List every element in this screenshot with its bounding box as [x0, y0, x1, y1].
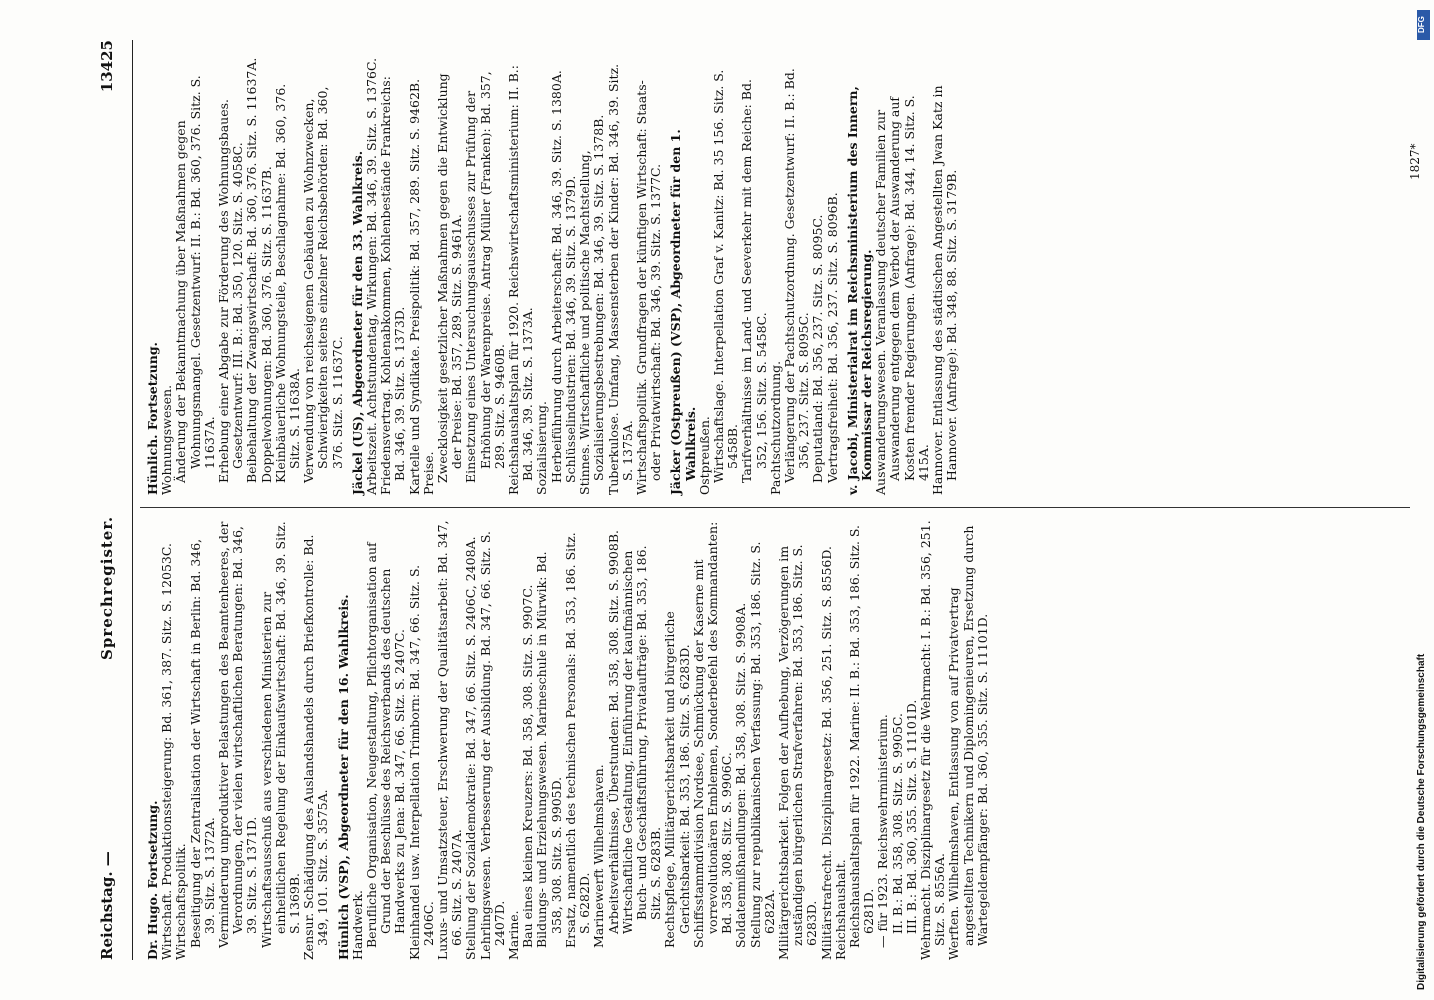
- speaker-entry: Hünlich. Fortsetzung.: [145, 342, 160, 495]
- index-entry: Wirtschaftsausschuß aus verschiedenen Ministerien zur einheitlichen Regelung der Einkaufswirtschaft: Bd. 346, 39. Sitz. S. 1369B.: [258, 521, 303, 948]
- index-entry: Ersatz, namentlich des technischen Personals: Bd. 353, 186. Sitz. S. 6282D.: [562, 532, 593, 948]
- index-entry: Wirtschaftliche Gestaltung, Einführung der kaufmännischen Buch- und Geschäftsführung, Privataufträge: Bd. 353, 186. Sitz. S. 6283B.: [619, 545, 664, 934]
- index-entry: Schlüsselindustrien: Bd. 346, 39. Sitz. S. 1379D.: [562, 175, 578, 483]
- index-entry: Doppelwohnungen: Bd. 360, 376. Sitz. S. 11637B.: [258, 166, 274, 483]
- index-entry: Deputatland: Bd. 356, 237. Sitz. S. 8095C.: [810, 214, 826, 483]
- column-divider: [140, 507, 1410, 508]
- index-entry: Beseitigung der Zentralisation der Wirtschaft in Berlin: Bd. 346, 39. Sitz. S. 1372A.: [187, 538, 217, 948]
- index-entry: III. B.: Bd. 360, 355. Sitz. S. 11101D.: [903, 699, 919, 934]
- index-entry: Handwerk.: [349, 889, 365, 960]
- speaker-entry: v. Jacobi, Ministerialrat im Reichsministerium des Innern, Kommissar der Reichsregierung.: [844, 86, 874, 495]
- index-entry: II. B.: Bd. 358, 308. Sitz. S. 9905C.: [889, 713, 905, 934]
- dfg-logo-icon: DFG: [1417, 10, 1430, 40]
- index-entry: Soldatenmißhandlungen: Bd. 358, 308. Sitz. S. 9908A.: [733, 602, 749, 948]
- header-left: Reichstag. —: [98, 851, 116, 960]
- index-entry: Marinewerft Wilhelmshaven.: [591, 764, 607, 948]
- index-entry: Sozialisierung.: [534, 401, 550, 495]
- index-entry: Änderung der Bekanntmachung über Maßnahmen gegen Wohnungsmangel. Gesetzentwurf: II. B.: Bd. 360, 376. Sitz. S. 11637A.: [173, 75, 217, 483]
- index-entry: Militärstrafrecht. Disziplinargesetz: Bd. 356, 251. Sitz. S. 8556D.: [818, 546, 834, 960]
- index-entry: Tuberkulose. Umfang, Massensterben der Kinder: Bd. 346, 39. Sitz. S. 1375A.: [605, 63, 635, 495]
- index-entry: Berufliche Organisation, Neugestaltung, Pflichtorganisation auf Grund der Beschlüsse des Reichsverbands des deutschen Handwerks zu Jena: Bd. 347, 66. Sitz. S. 2407C.: [364, 542, 408, 948]
- index-entry: Arbeitszeit. Achtstundentag, Wirkungen: Bd. 346, 39. Sitz. S. 1376C.: [364, 57, 380, 495]
- sidebar-credit: [1414, 10, 1432, 990]
- index-entry: Stellung zur republikanischen Verfassung: Bd. 353, 186. Sitz. S. 6282A.: [747, 541, 777, 948]
- index-entry: Bau eines kleinen Kreuzers: Bd. 358, 308. Sitz. S. 9907C.: [520, 584, 536, 948]
- index-entry: Stinnes. Wirtschaftliche und politische Machtstellung, Sozialisierungsbestrebungen: Bd. 346, 39. Sitz. S. 1378B.: [577, 114, 607, 495]
- index-entry: Lehrlingswesen. Verbesserung der Ausbildung. Bd. 347, 66. Sitz. S. 2407D.: [477, 531, 507, 960]
- index-entry: Auswanderungswesen. Veranlassung deutscher Familien zur Auswanderung entgegen dem Verbot der Auswanderung auf Kosten fremder Regierungen. (Anfrage): Bd. 344, 14. Sitz. S. 415A.: [873, 95, 931, 495]
- index-entry: — für 1923. Reichswehrministerium.: [875, 714, 891, 948]
- index-entry: Beibehaltung der Zwangswirtschaft: Bd. 360, 376. Sitz. S. 11637A.: [244, 57, 260, 483]
- index-entry: Verwendung von reichseigenen Gebäuden zu Wohnzwecken, Schwierigkeiten seitens einzelner Reichsbehörden: Bd. 360, 376. Sitz. S. 11637C.: [301, 86, 345, 483]
- index-entry: Pachtschutzordnung.: [767, 360, 783, 495]
- speaker-entry: Jäcker (Ostpreußen) (VSP), Abgeordneter für den 1. Wahlkreis.: [668, 129, 698, 495]
- index-entry: Wirtschaft. Produktionssteigerung: Bd. 361, 387. Sitz. S. 12053C.: [159, 543, 175, 960]
- index-entry: Wirtschaftspolitik.: [173, 843, 189, 960]
- index-entry: Reichshaushaltsplan für 1920. Reichswirtschaftsministerium: II. B.: Bd. 346, 39. Sitz. S. 1373A.: [506, 65, 536, 495]
- index-entry: Schiffsstammdivision Nordsee, Schmückung der Kaserne mit vorrevolutionären Emblemen, Sonderbefehl des Kommandanten: Bd. 358, 308. Sitz. S. 9906C.: [690, 521, 735, 948]
- speaker-entry: Jäckel (US), Abgeordneter für den 33. Wahlkreis.: [349, 150, 365, 495]
- index-entry: Wirtschaftslage. Interpellation Graf v. Kanitz: Bd. 35 156. Sitz. S. 5458B.: [710, 69, 741, 483]
- index-entry: Militärgerichtsbarkeit. Folgen der Aufhebung, Verzögerungen im zuständigen bürgerlichen Strafverfahren: Bd. 353, 186. Sitz. S. 6283D.: [775, 544, 820, 960]
- speaker-entry: Hünlich (VSP), Abgeordneter für den 16. Wahlkreis.: [335, 594, 351, 960]
- index-entry: Ostpreußen.: [696, 416, 712, 495]
- index-entry: Kartelle und Syndikate. Preispolitik: Bd. 357, 289. Sitz. S. 9462B.: [406, 78, 422, 495]
- index-entry: Stellung der Sozialdemokratie: Bd. 347, 66. Sitz. S. 2406C, 2408A.: [463, 536, 479, 960]
- index-entry: Werften. Wilhelmshaven, Entlassung von auf Privatvertrag angestellten Technikern und Diplomingenieuren, Ersetzung durch Wartegeldempfänger: Bd. 360, 355. Sitz. S. 11101D.: [946, 525, 990, 960]
- page-number: 13425: [98, 40, 116, 93]
- index-entry: Vertragsfreiheit: Bd. 356, 237. Sitz. S. 8096B.: [824, 192, 840, 483]
- index-entry: Zensur. Schädigung des Auslandshandels durch Briefkontrolle: Bd. 349, 101. Sitz. S. 3575A.: [301, 534, 331, 960]
- index-entry: Einsetzung eines Untersuchungsausschusses zur Prüfung der Erhöhung der Warenpreise. Antrag Müller (Franken): Bd. 357, 289. Sitz. S. 9460B.: [463, 71, 507, 483]
- rotated-content: [90, 40, 1420, 960]
- index-entry: Luxus- und Umsatzsteuer, Erschwerung der Qualitätsarbeit: Bd. 347, 66. Sitz. S. 2407A.: [435, 520, 465, 960]
- header-rule: [132, 40, 133, 960]
- index-entry: Reichshaushalt.: [832, 859, 848, 960]
- index-entry: Wehrmacht. Disziplinargesetz für die Wehrmacht: I. B.: Bd. 356, 251. Sitz. S. 8556A.: [917, 520, 948, 960]
- index-entry: Preise.: [420, 451, 436, 495]
- index-entry: Verminderung unproduktiver Belastungen des Beamtenheeres, der Verordnungen, der vielen wirtschaftlichen Beratungen: Bd. 346, 39. Sitz. S. 1371D.: [216, 521, 260, 948]
- index-entry: Kleinhandel usw. Interpellation Trimborn: Bd. 347, 66. Sitz. S. 2406C.: [406, 564, 436, 960]
- index-entry: Rechtspflege, Militärgerichtsbarkeit und bürgerliche Gerichtsbarkeit: Bd. 353, 186. Sitz. S. 6283D.: [662, 611, 692, 948]
- index-entry: Wohnungswesen.: [159, 384, 175, 495]
- index-entry: Reichshaushaltsplan für 1922. Marine: II. B.: Bd. 353, 186. Sitz. S. 6281D.: [846, 524, 877, 948]
- index-entry: Tarifverhältnisse im Land- und Seeverkehr mit dem Reiche: Bd. 352, 156. Sitz. S. 5458C.: [739, 79, 769, 483]
- speaker-entry: Dr. Hugo. Fortsetzung.: [145, 800, 160, 960]
- left-column: [140, 520, 990, 960]
- credit-text: Digitalisierung gefördert durch die Deutsche Forschungsgemeinschaft: [1416, 653, 1427, 990]
- footer-mark: 1827*: [1408, 143, 1422, 180]
- index-entry: Verlängerung der Pachtschutzordnung. Gesetzentwurf: II. B.: Bd. 356, 237. Sitz. S. 8095C.: [781, 68, 812, 483]
- index-entry: Bildungs- und Erziehungswesen. Marineschule in Mürwik: Bd. 358, 308. Sitz. S. 9905D.: [534, 551, 564, 948]
- page-header: [90, 40, 130, 960]
- index-entry: Herbeiführung durch Arbeiterschaft: Bd. 346, 39. Sitz. S. 1380A.: [548, 70, 564, 483]
- index-entry: Wirtschaftspolitik. Grundfragen der künftigen Wirtschaft: Staats- oder Privatwirtschaft: Bd. 346, 39. Sitz. S. 1377C.: [633, 80, 664, 495]
- index-entry: Kleinbäuerliche Wohnungsteile, Beschlagnahme: Bd. 360, 376. Sitz. S. 11638A.: [272, 83, 303, 483]
- index-entry: Hannover. Entlassung des städtischen Angestellten Jwan Katz in Hannover. (Anfrage): Bd. 348, 88. Sitz. S. 3179B.: [929, 85, 960, 495]
- index-entry: Zwecklosigkeit gesetzlicher Maßnahmen gegen die Entwicklung der Preise: Bd. 357, 289. Sitz. S. 9461A.: [435, 73, 465, 483]
- index-entry: Friedensvertrag. Kohlenabkommen, Kohlenbestände Frankreichs: Bd. 346, 39. Sitz. S. 1373D.: [378, 76, 408, 495]
- index-entry: Marine.: [506, 910, 522, 960]
- right-column: [140, 55, 959, 495]
- index-entry: Arbeitsverhältnisse, Überstunden: Bd. 358, 308. Sitz. S. 9908B.: [605, 530, 621, 934]
- header-center: Sprechregister.: [98, 515, 116, 660]
- index-entry: Erhebung einer Abgabe zur Förderung des Wohnungsbaues. Gesetzentwurf: III. B.: Bd. 350, 120. Sitz. S. 4058C.: [216, 98, 246, 483]
